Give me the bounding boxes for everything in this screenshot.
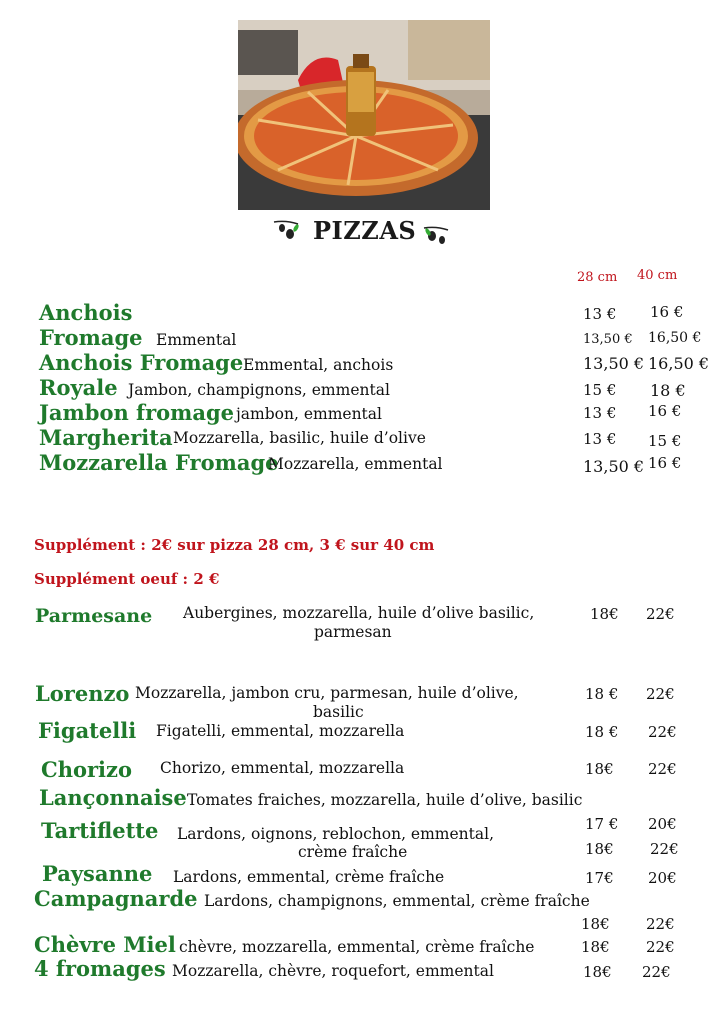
price-28: 13,50 € xyxy=(583,332,633,347)
pizza-desc-cont: crème fraîche xyxy=(298,843,408,861)
price-40: 16 € xyxy=(650,303,684,321)
pizza-name: Paysanne xyxy=(42,861,153,886)
size-28-header: 28 cm xyxy=(577,270,618,285)
price-40: 22€ xyxy=(648,723,677,741)
pizza-name: Lorenzo xyxy=(35,681,130,706)
pizza-name: Anchois xyxy=(39,300,133,325)
price-40: 22€ xyxy=(646,938,675,956)
price-28: 13,50 € xyxy=(583,354,645,373)
pizza-name: Jambon fromage xyxy=(39,400,235,425)
price-40: 20€ xyxy=(648,815,677,833)
price-28: 18€ xyxy=(590,605,619,623)
pizza-desc: Figatelli, emmental, mozzarella xyxy=(156,722,405,740)
price-40: 22€ xyxy=(646,685,675,703)
pizza-name: Campagnarde xyxy=(34,886,198,911)
pizza-name: Anchois Fromage xyxy=(39,350,244,375)
pizza-desc: Mozzarella, chèvre, roquefort, emmental xyxy=(172,962,494,980)
price-40: 22€ xyxy=(646,915,675,933)
price-28: 18€ xyxy=(583,963,612,981)
pizza-name: Royale xyxy=(39,375,118,400)
pizza-desc: chèvre, mozzarella, emmental, crème fraîche xyxy=(179,938,535,956)
price-28: 13,50 € xyxy=(583,457,645,476)
price-40: 22€ xyxy=(646,605,675,623)
price-28: 18 € xyxy=(585,685,619,703)
pizza-desc: Mozzarella, emmental xyxy=(268,455,443,473)
pizza-desc: Emmental, anchois xyxy=(243,356,394,374)
pizza-name: Margherita xyxy=(39,425,173,450)
pizza-name: Chorizo xyxy=(41,757,132,782)
size-40-header: 40 cm xyxy=(637,268,678,283)
price-28: 18 € xyxy=(585,723,619,741)
pizza-desc: Mozzarella, jambon cru, parmesan, huile d’olive, xyxy=(135,684,519,702)
pizza-desc: Chorizo, emmental, mozzarella xyxy=(160,759,405,777)
price-28: 13 € xyxy=(583,430,617,448)
price-28: 18€ xyxy=(581,938,610,956)
pizza-name: Tartiflette xyxy=(41,818,159,843)
price-28: 13 € xyxy=(583,305,617,323)
price-40: 15 € xyxy=(648,432,682,450)
price-40: 18 € xyxy=(650,381,686,400)
price-28: 17€ xyxy=(585,869,614,887)
pizza-desc-cont: parmesan xyxy=(314,623,392,641)
supplement-egg-note: Supplément oeuf : 2 € xyxy=(34,570,220,588)
price-28: 17 € xyxy=(585,815,619,833)
price-40: 20€ xyxy=(648,869,677,887)
pizza-desc: Tomates fraiches, mozzarella, huile d’olive, basilic xyxy=(187,791,583,809)
price-40: 22€ xyxy=(642,963,671,981)
page-title: PIZZAS xyxy=(313,216,417,245)
price-28-alt: 18€ xyxy=(585,840,614,858)
pizza-name: Parmesane xyxy=(35,605,153,627)
price-28: 18€ xyxy=(581,915,610,933)
pizza-name: Chèvre Miel xyxy=(34,932,176,957)
price-40: 16 € xyxy=(648,402,682,420)
pizza-desc: Jambon, champignons, emmental xyxy=(128,381,390,399)
pizza-desc: Aubergines, mozzarella, huile d’olive basilic, xyxy=(183,604,535,622)
price-40: 16,50 € xyxy=(648,330,702,346)
pizza-desc: Lardons, emmental, crème fraîche xyxy=(173,868,445,886)
pizza-name: Figatelli xyxy=(38,718,137,743)
pizza-photo xyxy=(238,20,490,210)
pizza-desc: Emmental xyxy=(156,331,237,349)
pizza-name: Mozzarella Fromage xyxy=(39,450,279,475)
pizza-name: Lançonnaise xyxy=(39,785,187,810)
supplement-note: Supplément : 2€ sur pizza 28 cm, 3 € sur 40 cm xyxy=(34,536,435,554)
pizza-desc: Lardons, oignons, reblochon, emmental, xyxy=(177,825,495,843)
price-28: 18€ xyxy=(585,760,614,778)
price-40: 16,50 € xyxy=(648,354,710,373)
pizza-desc: jambon, emmental xyxy=(236,405,382,423)
price-28: 13 € xyxy=(583,404,617,422)
pizza-name: Fromage xyxy=(39,325,143,350)
price-28: 15 € xyxy=(583,381,617,399)
price-40: 16 € xyxy=(648,454,682,472)
olive-branch-icon xyxy=(270,214,302,246)
pizza-name: 4 fromages xyxy=(34,956,166,981)
olive-branch-icon xyxy=(420,220,452,252)
price-40-alt: 22€ xyxy=(650,840,679,858)
price-40: 22€ xyxy=(648,760,677,778)
pizza-desc-cont: basilic xyxy=(313,703,364,721)
pizza-desc: Mozzarella, basilic, huile d’olive xyxy=(173,429,426,447)
pizza-desc: Lardons, champignons, emmental, crème fraîche xyxy=(204,892,590,910)
